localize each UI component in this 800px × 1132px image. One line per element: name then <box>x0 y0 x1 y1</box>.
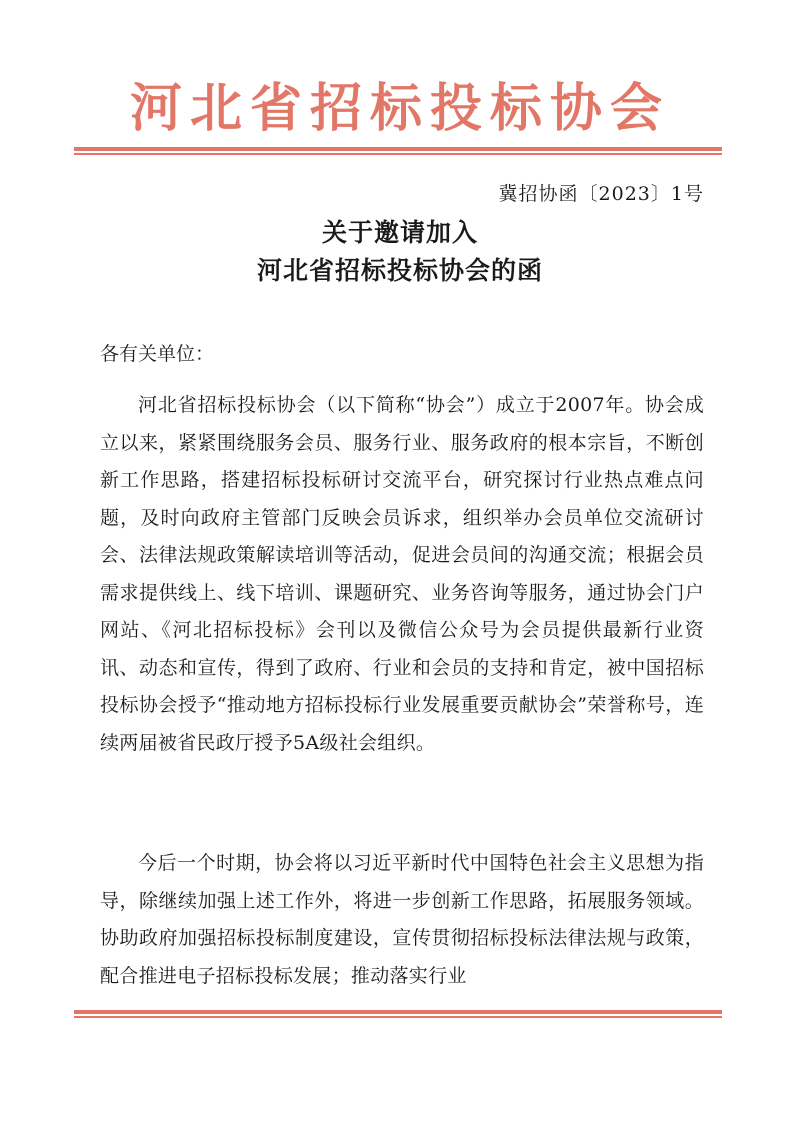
body-paragraph-2: 今后一个时期，协会将以习近平新时代中国特色社会主义思想为指导，除继续加强上述工作外，将进一步创新工作思路，拓展服务领域。协助政府加强招标投标制度建设，宣传贯彻招标投标法律法规与政策，配合推进电子招标投标发展；推动落实行业 <box>100 852 704 987</box>
document-title <box>0 214 800 290</box>
divider-thick-line <box>74 1010 722 1014</box>
body-paragraph-1: 河北省招标投标协会（以下简称“协会”）成立于2007年。协会成立以来，紧紧围绕服务会员、服务行业、服务政府的根本宗旨，不断创新工作思路，搭建招标投标研讨交流平台，研究探讨行业热点难点问题，及时向政府主管部门反映会员诉求，组织举办会员单位交流研讨会、法律法规政策解读培训等活动，促进会员间的沟通交流；根据会员需求提供线上、线下培训、课题研究、业务咨询等服务，通过协会门户网站、《河北招标投标》会刊以及微信公众号为会员提供最新行业资讯、动态和宣传，得到了政府、行业和会员的支持和肯定，被中国招标投标协会授予“推动地方招标投标行业发展重要贡献协会”荣誉称号，连续两届被省民政厅授予5A级社会组织。 <box>100 394 704 754</box>
divider-thin-line <box>74 153 722 155</box>
document-title-line-1: 关于邀请加入 <box>321 218 478 247</box>
letterhead-org-name: 河北省招标投标协会 <box>129 78 670 139</box>
document-title-line-2: 河北省招标投标协会的函 <box>256 256 543 285</box>
letterhead-divider-top <box>74 147 722 154</box>
salutation: 各有关单位： <box>100 343 215 365</box>
divider-thick-line <box>74 147 722 151</box>
document-number: 冀招协函〔2023〕1号 <box>498 183 704 205</box>
footer-divider <box>74 1010 722 1017</box>
divider-thin-line <box>74 1016 722 1018</box>
